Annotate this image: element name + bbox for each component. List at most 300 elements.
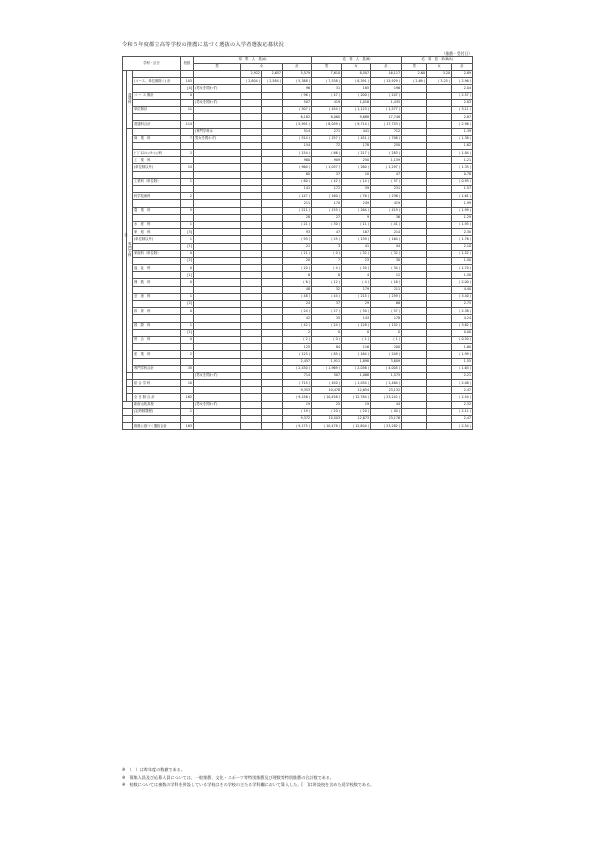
ratio-female bbox=[427, 344, 452, 351]
recruit-male bbox=[241, 293, 262, 300]
recruit-note bbox=[194, 193, 241, 200]
table-row bbox=[123, 186, 473, 193]
ratio-total: ( 5.40 ) bbox=[452, 293, 473, 300]
applicant-male: ( 85 ) bbox=[312, 351, 342, 358]
course-label: 科学技術科 bbox=[133, 193, 181, 200]
recruit-total: ( 6 ) bbox=[283, 279, 312, 286]
applicant-female: 9,688 bbox=[342, 114, 371, 121]
school-count bbox=[181, 387, 194, 394]
recruit-female bbox=[262, 142, 283, 149]
group-label-empty bbox=[123, 401, 133, 408]
recruit-female bbox=[262, 351, 283, 358]
recruit-note: 男女を問わず) bbox=[194, 135, 241, 142]
ratio-male bbox=[402, 243, 427, 250]
recruit-note bbox=[194, 365, 241, 372]
recruit-total: ( 20 ) bbox=[283, 265, 312, 272]
applicant-female: ( 76 ) bbox=[342, 193, 371, 200]
school-count: [4] bbox=[181, 85, 194, 92]
recruit-male bbox=[241, 171, 262, 178]
header-school-count: 校数 bbox=[181, 57, 194, 71]
course-label bbox=[133, 372, 181, 379]
recruit-male bbox=[241, 186, 262, 193]
school-count: 1 bbox=[181, 293, 194, 300]
course-label bbox=[133, 200, 181, 207]
table-row bbox=[123, 99, 473, 106]
ratio-male bbox=[402, 272, 427, 279]
applicant-female: ( 1 ) bbox=[342, 336, 371, 343]
course-label: 国 際 科 bbox=[133, 322, 181, 329]
ratio-female bbox=[427, 164, 452, 171]
applicant-female: 167 bbox=[342, 229, 371, 236]
applicant-total: ( 236 ) bbox=[371, 193, 402, 200]
recruit-total: 141 bbox=[283, 186, 312, 193]
table-row bbox=[123, 78, 473, 85]
applicant-male: ( 24 ) bbox=[312, 322, 342, 329]
ratio-male bbox=[402, 221, 427, 228]
school-count: 2 bbox=[181, 193, 194, 200]
course-label bbox=[133, 171, 181, 178]
course-label: (単位制以外) bbox=[133, 164, 181, 171]
recruit-male bbox=[241, 401, 262, 408]
group-label-empty bbox=[123, 423, 133, 430]
ratio-total: ( 3.11 ) bbox=[452, 106, 473, 113]
course-label bbox=[133, 315, 181, 322]
recruit-female bbox=[262, 293, 283, 300]
school-count: [2] bbox=[181, 301, 194, 308]
ratio-male bbox=[402, 128, 427, 135]
applicant-male: 507 bbox=[312, 372, 342, 379]
school-count: 2 bbox=[181, 351, 194, 358]
recruit-note bbox=[194, 229, 241, 236]
recruit-male bbox=[241, 380, 262, 387]
applicant-female: 8,507 bbox=[342, 71, 371, 78]
applicant-total: 1,575 bbox=[371, 372, 402, 379]
recruit-total: 5,579 bbox=[283, 71, 312, 78]
recruit-note bbox=[194, 293, 241, 300]
ratio-male bbox=[402, 387, 427, 394]
ratio-total: 1.50 bbox=[452, 272, 473, 279]
recruit-total: ( 19 ) bbox=[283, 408, 312, 415]
recruit-male bbox=[241, 150, 262, 157]
recruit-total: ( 96 ) bbox=[283, 92, 312, 99]
applicant-female: ( 264 ) bbox=[342, 207, 371, 214]
applicant-total: 712 bbox=[371, 128, 402, 135]
applicant-male: 8 bbox=[312, 272, 342, 279]
applicant-female: 249 bbox=[342, 200, 371, 207]
ratio-total: ( 1.84 ) bbox=[452, 150, 473, 157]
recruit-total: 125 bbox=[283, 344, 312, 351]
applicant-male: 419 bbox=[312, 99, 342, 106]
recruit-note bbox=[194, 142, 241, 149]
ratio-total: ( 0.95 ) bbox=[452, 178, 473, 185]
ratio-female bbox=[427, 322, 452, 329]
applicant-total: ( 57 ) bbox=[371, 308, 402, 315]
school-count: [1] bbox=[181, 272, 194, 279]
recruit-male bbox=[241, 387, 262, 394]
recruit-total: ( 125 ) bbox=[283, 351, 312, 358]
applicant-male: ( 0 ) bbox=[312, 250, 342, 257]
applicant-male: ( 8,039 ) bbox=[312, 121, 342, 128]
recruit-male bbox=[241, 394, 262, 401]
recruit-female bbox=[262, 236, 283, 243]
table-row bbox=[123, 315, 473, 322]
applicant-total: 47 bbox=[371, 171, 402, 178]
school-count: 1 bbox=[181, 178, 194, 185]
ratio-total: 1.39 bbox=[452, 128, 473, 135]
school-count: 2 bbox=[181, 150, 194, 157]
applicant-female: ( 1,034 ) bbox=[342, 380, 371, 387]
header-applicant-total: 計 bbox=[371, 64, 402, 71]
applicant-total: ( 57 ) bbox=[371, 178, 402, 185]
applicant-total: ( 419 ) bbox=[371, 207, 402, 214]
ratio-total: 2.47 bbox=[452, 387, 473, 394]
ratio-male bbox=[402, 99, 427, 106]
table-row bbox=[123, 171, 473, 178]
applicant-male: 10,503 bbox=[312, 416, 342, 423]
ratio-female bbox=[427, 214, 452, 221]
recruit-note bbox=[194, 236, 241, 243]
ratio-male bbox=[402, 336, 427, 343]
recruit-male bbox=[241, 265, 262, 272]
ratio-total: 2.75 bbox=[452, 301, 473, 308]
school-count: [3] bbox=[181, 229, 194, 236]
school-count: 162 bbox=[181, 394, 194, 401]
recruit-male bbox=[241, 279, 262, 286]
course-label bbox=[133, 286, 181, 293]
recruit-total: 21 bbox=[283, 243, 312, 250]
recruit-note bbox=[194, 272, 241, 279]
school-count: 114 bbox=[181, 121, 194, 128]
applicant-total: ( 249 ) bbox=[371, 351, 402, 358]
footnote: ※ 校数については複数の学科を併設している学校はその学校の主たる学科欄において算入した。[ ]は併設校を含めた延学校数である。 bbox=[122, 782, 375, 788]
recruit-note bbox=[194, 315, 241, 322]
applicant-female: ( 8,391 ) bbox=[342, 78, 371, 85]
recruit-female bbox=[262, 257, 283, 264]
recruit-male: 2,922 bbox=[241, 71, 262, 78]
recruit-total: ( 147 ) bbox=[283, 193, 312, 200]
ratio-female bbox=[427, 329, 452, 336]
recruit-female bbox=[262, 128, 283, 135]
ratio-female bbox=[427, 193, 452, 200]
applicant-male: 32 bbox=[312, 286, 342, 293]
table-row bbox=[123, 387, 473, 394]
recruit-male bbox=[241, 99, 262, 106]
ratio-total: 1.57 bbox=[452, 186, 473, 193]
recruit-male bbox=[241, 423, 262, 430]
recruit-note bbox=[194, 423, 241, 430]
recruit-note bbox=[194, 279, 241, 286]
ratio-male bbox=[402, 171, 427, 178]
ratio-male bbox=[402, 365, 427, 372]
ratio-male bbox=[402, 380, 427, 387]
recruit-female bbox=[262, 135, 283, 142]
ratio-female bbox=[427, 236, 452, 243]
group-label-empty bbox=[123, 408, 133, 415]
recruit-total: 2,457 bbox=[283, 358, 312, 365]
ratio-total: 2.89 bbox=[452, 71, 473, 78]
applicant-female: ( 32 ) bbox=[342, 250, 371, 257]
recruit-female bbox=[262, 221, 283, 228]
applicant-female: 0 bbox=[342, 329, 371, 336]
recruit-female bbox=[262, 308, 283, 315]
applicant-female: ( 217 ) bbox=[342, 150, 371, 157]
recruit-note bbox=[194, 336, 241, 343]
recruit-total: 6,182 bbox=[283, 114, 312, 121]
applicant-total: 0 bbox=[371, 329, 402, 336]
applicant-female: ( 9,714 ) bbox=[342, 121, 371, 128]
recruit-note bbox=[194, 408, 241, 415]
ratio-female bbox=[427, 250, 452, 257]
applicant-total: 419 bbox=[371, 200, 402, 207]
recruit-note: (男女を問わず) bbox=[194, 401, 241, 408]
ratio-total: ( 2.00 ) bbox=[452, 279, 473, 286]
applicant-female: ( 260 ) bbox=[342, 164, 371, 171]
ratio-female bbox=[427, 92, 452, 99]
ratio-female bbox=[427, 315, 452, 322]
course-label: ﾋﾞｼﾞﾈｽｺﾐｭﾆｹｰｼｮﾝ科 bbox=[133, 150, 181, 157]
applicant-total: ( 4,005 ) bbox=[371, 365, 402, 372]
applicant-male: 271 bbox=[312, 128, 342, 135]
table-row bbox=[123, 221, 473, 228]
recruit-female bbox=[262, 315, 283, 322]
ratio-total: 4.24 bbox=[452, 315, 473, 322]
recruit-total: 19 bbox=[283, 401, 312, 408]
recruit-total: ( 24 ) bbox=[283, 308, 312, 315]
course-label: コ ー ス 制計 bbox=[133, 92, 181, 99]
recruit-female bbox=[262, 301, 283, 308]
ratio-total: 1.55 bbox=[452, 358, 473, 365]
ratio-female bbox=[427, 336, 452, 343]
applicant-female: 116 bbox=[342, 344, 371, 351]
ratio-female bbox=[427, 128, 452, 135]
ratio-total: 2.04 bbox=[452, 85, 473, 92]
school-count: 1 bbox=[181, 322, 194, 329]
table-row bbox=[123, 279, 473, 286]
applicant-total: 200 bbox=[371, 344, 402, 351]
school-count bbox=[181, 214, 194, 221]
ratio-female bbox=[427, 387, 452, 394]
recruit-male bbox=[241, 408, 262, 415]
page-title: 令和５年度都立高等学校の推薦に基づく選抜の入学者選抜応募状況 bbox=[122, 42, 284, 48]
ratio-male bbox=[402, 193, 427, 200]
recruit-female bbox=[262, 114, 283, 121]
table-row bbox=[123, 157, 473, 164]
recruit-total: ( 9,175 ) bbox=[283, 423, 312, 430]
applicant-female: 1,068 bbox=[342, 372, 371, 379]
table-row bbox=[123, 322, 473, 329]
recruit-note: (男女を問わず) bbox=[194, 372, 241, 379]
recruit-total: ( 2 ) bbox=[283, 336, 312, 343]
course-label bbox=[133, 257, 181, 264]
ratio-male bbox=[402, 164, 427, 171]
school-count: 10 bbox=[181, 380, 194, 387]
recruit-female bbox=[262, 178, 283, 185]
recruit-note bbox=[194, 171, 241, 178]
ratio-male bbox=[402, 308, 427, 315]
school-count: 35 bbox=[181, 365, 194, 372]
school-count: 1 bbox=[181, 221, 194, 228]
ratio-total: ( 3.62 ) bbox=[452, 322, 473, 329]
ratio-female bbox=[427, 394, 452, 401]
recruit-female bbox=[262, 372, 283, 379]
course-label bbox=[133, 128, 181, 135]
ratio-male bbox=[402, 416, 427, 423]
recruit-male bbox=[241, 351, 262, 358]
course-label: 普通科合計 bbox=[133, 121, 181, 128]
school-count: [2] bbox=[181, 257, 194, 264]
applicant-total: ( 15,929 ) bbox=[371, 78, 402, 85]
recruit-female bbox=[262, 164, 283, 171]
table-row bbox=[123, 308, 473, 315]
recruit-total: ( 48 ) bbox=[283, 293, 312, 300]
ratio-total: 2.30 bbox=[452, 229, 473, 236]
ratio-total: ( 0.50 ) bbox=[452, 336, 473, 343]
recruit-female bbox=[262, 106, 283, 113]
course-label: 総 合 学 科 bbox=[133, 380, 181, 387]
applicant-total: 23,176 bbox=[371, 416, 402, 423]
footnote: ※ （ ）は昨年度の数値である。 bbox=[122, 767, 185, 772]
course-label bbox=[133, 416, 181, 423]
recruit-male bbox=[241, 301, 262, 308]
recruit-total: ( 715 ) bbox=[283, 380, 312, 387]
applicant-total: 214 bbox=[371, 229, 402, 236]
recruit-note bbox=[194, 322, 241, 329]
applicant-female: ( 2,036 ) bbox=[342, 365, 371, 372]
applicant-male: 10,478 bbox=[312, 387, 342, 394]
ratio-male bbox=[402, 250, 427, 257]
table-row bbox=[123, 150, 473, 157]
applicant-male: ( 30 ) bbox=[312, 221, 342, 228]
table-row bbox=[123, 200, 473, 207]
ratio-total: ( 1.76 ) bbox=[452, 236, 473, 243]
applicant-total: ( 1 ) bbox=[371, 336, 402, 343]
recruit-note bbox=[194, 200, 241, 207]
course-label: 家 庭 科 bbox=[133, 229, 181, 236]
recruit-note bbox=[194, 71, 241, 78]
ratio-total: ( 2.08 ) bbox=[452, 380, 473, 387]
ratio-female bbox=[427, 293, 452, 300]
ratio-total: 0.78 bbox=[452, 171, 473, 178]
applicant-female: 12,654 bbox=[342, 387, 371, 394]
ratio-total: ( 2.54 ) bbox=[452, 394, 473, 401]
recruit-female bbox=[262, 92, 283, 99]
applicant-male: ( 10,458 ) bbox=[312, 394, 342, 401]
applicant-total: ( 16 ) bbox=[371, 279, 402, 286]
course-label bbox=[133, 243, 181, 250]
applicant-female: 59 bbox=[342, 186, 371, 193]
recruit-female bbox=[262, 243, 283, 250]
recruit-female bbox=[262, 214, 283, 221]
course-label bbox=[133, 114, 181, 121]
ratio-male: 2.60 bbox=[402, 71, 427, 78]
recruit-total: ( 2,450 ) bbox=[283, 365, 312, 372]
recruit-note bbox=[194, 243, 241, 250]
applicant-total: 250 bbox=[371, 142, 402, 149]
recruit-male bbox=[241, 157, 262, 164]
applicant-male: ( 25 ) bbox=[312, 236, 342, 243]
applicant-female: 179 bbox=[342, 286, 371, 293]
table-row bbox=[123, 401, 473, 408]
recruit-female bbox=[262, 322, 283, 329]
recruit-male bbox=[241, 329, 262, 336]
applicant-female: ( 20 ) bbox=[342, 408, 371, 415]
recruit-note bbox=[194, 394, 241, 401]
recruit-total: 507 bbox=[283, 99, 312, 106]
table-row bbox=[123, 85, 473, 92]
school-count: 11 bbox=[181, 106, 194, 113]
ratio-female: ( 3.25 ) bbox=[427, 78, 452, 85]
ratio-total: ( 1.35 ) bbox=[452, 164, 473, 171]
course-label bbox=[133, 358, 181, 365]
ratio-female bbox=[427, 358, 452, 365]
applicant-male: 170 bbox=[312, 200, 342, 207]
school-count bbox=[181, 401, 194, 408]
header-applicant: 応 募 人 員(B) bbox=[312, 57, 402, 64]
recruit-female bbox=[262, 344, 283, 351]
school-count bbox=[181, 142, 194, 149]
recruit-total: 714 bbox=[283, 372, 312, 379]
ratio-female bbox=[427, 207, 452, 214]
recruit-total: ( 507 ) bbox=[283, 106, 312, 113]
ratio-male bbox=[402, 423, 427, 430]
recruit-male bbox=[241, 315, 262, 322]
recruit-total: ( 9,156 ) bbox=[283, 394, 312, 401]
recruit-note bbox=[194, 265, 241, 272]
applicant-female: 143 bbox=[342, 315, 371, 322]
school-count bbox=[181, 200, 194, 207]
ratio-total: ( 1.61 ) bbox=[452, 193, 473, 200]
recruit-total: 48 bbox=[283, 286, 312, 293]
recruit-note bbox=[194, 308, 241, 315]
applicant-total: 231 bbox=[371, 186, 402, 193]
applicant-total: 3,809 bbox=[371, 358, 402, 365]
course-label: 単位制計 bbox=[133, 106, 181, 113]
applicant-female: 12,673 bbox=[342, 416, 371, 423]
unit-note: （推薦・受付日） bbox=[441, 51, 472, 56]
ratio-female bbox=[427, 401, 452, 408]
recruit-note bbox=[194, 114, 241, 121]
applicant-female: ( 215 ) bbox=[342, 293, 371, 300]
recruit-note bbox=[194, 92, 241, 99]
recruit-note bbox=[194, 214, 241, 221]
ratio-female bbox=[427, 308, 452, 315]
ratio-female bbox=[427, 200, 452, 207]
recruit-female bbox=[262, 279, 283, 286]
recruit-total: ( 514 ) bbox=[283, 135, 312, 142]
ratio-total: ( 2.96 ) bbox=[452, 78, 473, 85]
school-count: 15 bbox=[181, 164, 194, 171]
ratio-male bbox=[402, 106, 427, 113]
ratio-female bbox=[427, 142, 452, 149]
ratio-male bbox=[402, 322, 427, 329]
recruit-male: ( 2,804 ) bbox=[241, 78, 262, 85]
table-row bbox=[123, 272, 473, 279]
recruit-female bbox=[262, 401, 283, 408]
table-row bbox=[123, 229, 473, 236]
recruit-female bbox=[262, 99, 283, 106]
recruit-note bbox=[194, 207, 241, 214]
recruit-female bbox=[262, 207, 283, 214]
course-label: (コース、単位制除く) 計 bbox=[133, 78, 181, 85]
recruit-total: 96 bbox=[283, 85, 312, 92]
ratio-female bbox=[427, 408, 452, 415]
recruit-total: 93 bbox=[283, 229, 312, 236]
recruit-note bbox=[194, 416, 241, 423]
table-row bbox=[123, 329, 473, 336]
applicant-male: ( 12 ) bbox=[312, 279, 342, 286]
school-count: 0 bbox=[181, 279, 194, 286]
header-recruit-total: 計 bbox=[283, 64, 312, 71]
